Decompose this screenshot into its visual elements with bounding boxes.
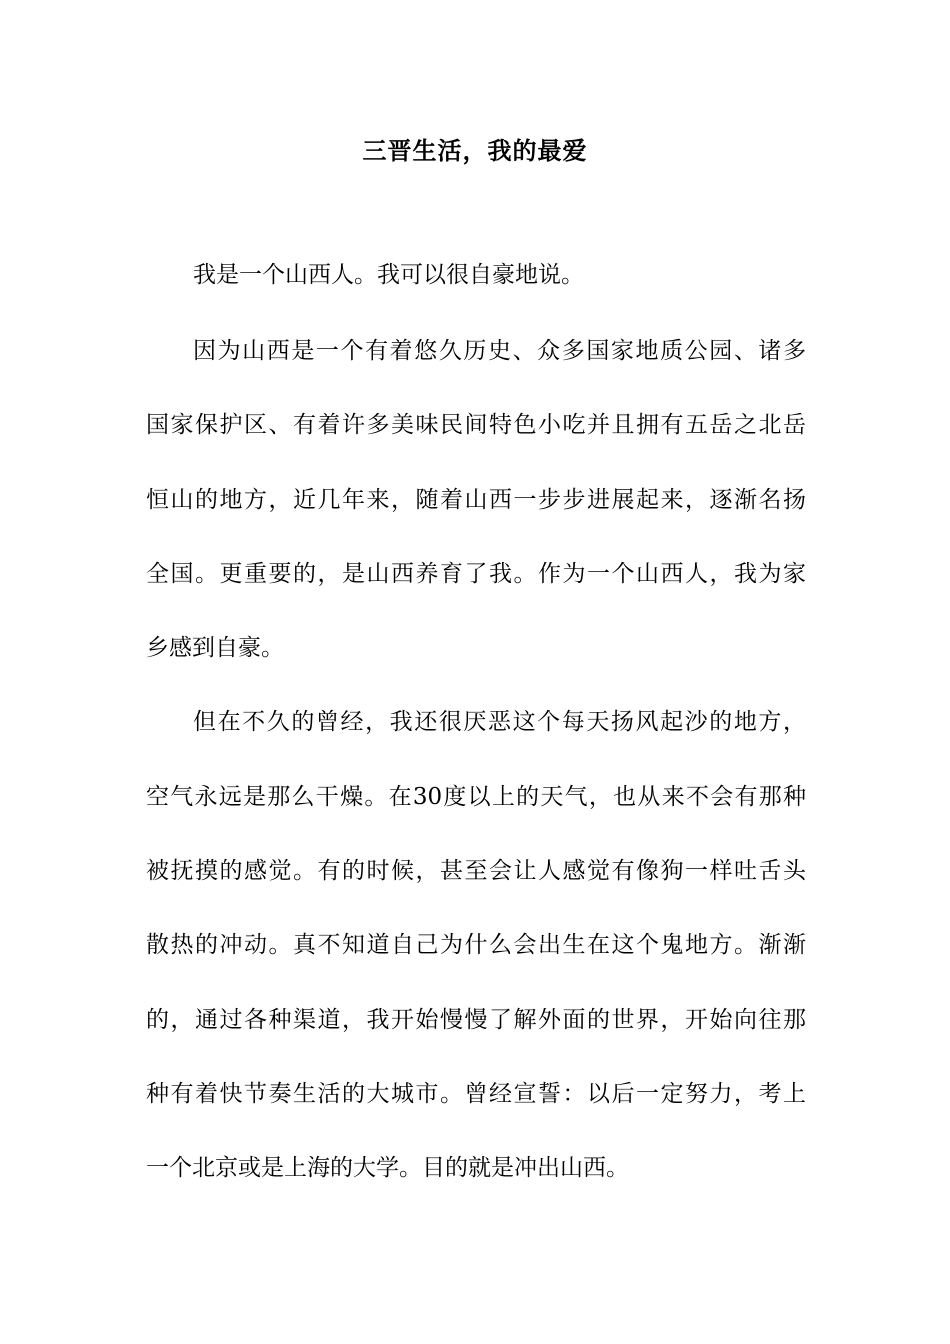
paragraph-3-line-1: 但在不久的曾经，我还很厌恶这个每天扬风起沙的地方， [193,709,806,735]
paragraph-3-line-7: 一个北京或是上海的大学。目的就是冲出山西。 [146,1155,629,1181]
paragraph-2-line-2: 国家保护区、有着许多美味民间特色小吃并且拥有五岳之北岳 [146,412,806,438]
paragraph-1-line-1: 我是一个山西人。我可以很自豪地说。 [193,262,584,288]
paragraph-2-line-5: 乡感到自豪。 [146,635,284,661]
paragraph-3-line-2: 空气永远是那么干燥。在30度以上的天气，也从来不会有那种 [146,784,806,810]
paragraph-3-line-6: 种有着快节奏生活的大城市。曾经宣誓：以后一定努力，考上 [146,1081,806,1107]
paragraph-3-line-5: 的，通过各种渠道，我开始慢慢了解外面的世界，开始向往那 [146,1007,806,1033]
paragraph-2-line-1: 因为山西是一个有着悠久历史、众多国家地质公园、诸多 [193,338,806,364]
document-title: 三晋生活，我的最爱 [362,136,588,165]
paragraph-3-line-4: 散热的冲动。真不知道自己为什么会出生在这个鬼地方。渐渐 [146,932,806,958]
paragraph-3-line-3: 被抚摸的感觉。有的时候，甚至会让人感觉有像狗一样吐舌头 [146,858,806,884]
paragraph-2-line-4: 全国。更重要的，是山西养育了我。作为一个山西人，我为家 [146,561,806,587]
paragraph-2-line-3: 恒山的地方，近几年来，随着山西一步步进展起来，逐渐名扬 [146,487,806,513]
